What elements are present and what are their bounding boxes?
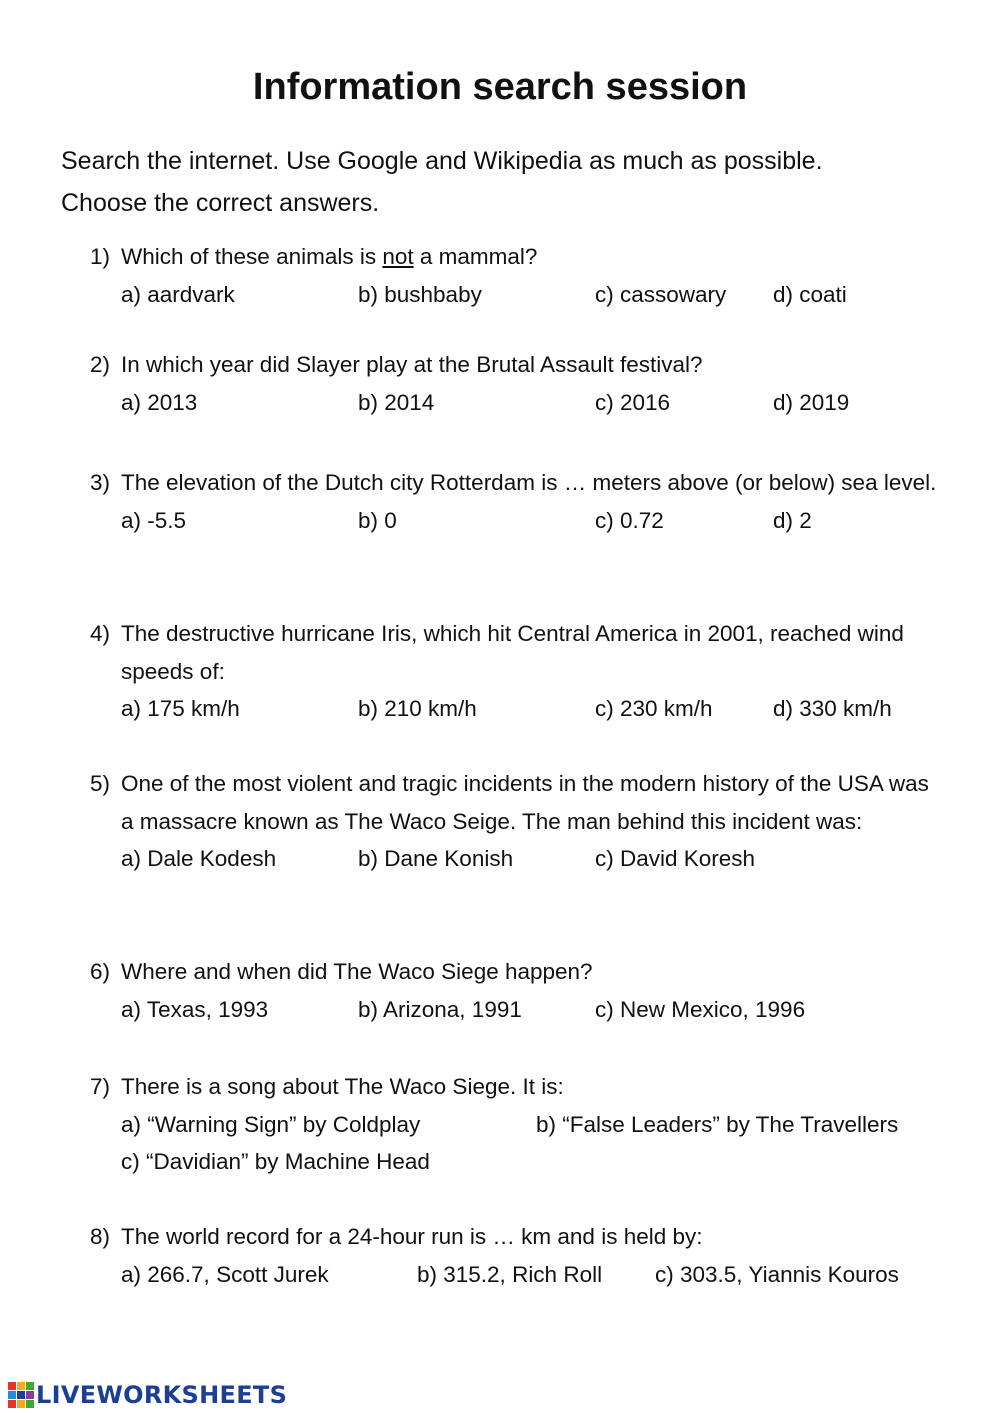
question-4 [90,615,940,728]
answer-options [121,690,940,728]
question-6 [90,953,940,1028]
question-3 [90,464,940,539]
question-text: Where and when did The Waco Siege happen? [121,959,593,984]
answer-options [121,1256,940,1294]
question-text: One of the most violent and tragic incidents in the modern history of the USA was a massacre known as The Waco Seige. The man behind this incident was: [121,771,929,834]
answer-options [121,840,940,878]
question-8 [90,1218,940,1293]
answer-option-a[interactable]: a) “Warning Sign” by Coldplay [121,1111,421,1137]
answer-option-b[interactable]: b) “False Leaders” by The Travellers [536,1111,899,1137]
answer-option-a[interactable]: a) aardvark [121,281,235,307]
answer-option-a[interactable]: a) Texas, 1993 [121,996,269,1022]
answer-option-a[interactable]: a) -5.5 [121,507,187,533]
answer-option-d[interactable]: d) 2 [773,507,812,533]
question-2 [90,346,940,421]
answer-options [121,502,940,540]
answer-option-b[interactable]: b) 315.2, Rich Roll [417,1261,603,1287]
answer-option-d[interactable]: d) coati [773,281,847,307]
answer-options [121,276,940,314]
question-text: There is a song about The Waco Siege. It is: [121,1074,564,1099]
logo-square [8,1391,16,1399]
answer-option-c[interactable]: c) 2016 [595,389,671,415]
question-text: Which of these animals is not a mammal? [121,244,538,269]
answer-option-b[interactable]: b) 210 km/h [358,696,477,721]
instructions-line-2: Choose the correct answers. [61,189,380,217]
answer-options [121,1106,940,1144]
answer-option-c[interactable]: c) 303.5, Yiannis Kouros [655,1261,899,1287]
answer-option-c[interactable]: c) David Koresh [595,846,756,871]
logo-square [8,1382,16,1390]
answer-option-d[interactable]: d) 2019 [773,389,850,415]
page-title: Information search session [252,66,748,108]
question-number: 3) [90,470,111,495]
answer-option-c[interactable]: c) New Mexico, 1996 [595,996,806,1022]
question-number: 1) [90,244,111,269]
liveworksheets-logo[interactable] [8,1380,287,1410]
answer-options [121,991,940,1029]
answer-options-row-2 [121,1143,940,1181]
answer-option-a[interactable]: a) 175 km/h [121,696,240,721]
logo-square [17,1400,25,1408]
answer-option-b[interactable]: b) 2014 [358,389,435,415]
underlined-word: not [382,244,414,269]
answer-option-b[interactable]: b) Dane Konish [358,846,514,871]
answer-option-b[interactable]: b) 0 [358,507,397,533]
logo-square [8,1400,16,1408]
logo-square [17,1382,25,1390]
answer-option-a[interactable]: a) Dale Kodesh [121,846,277,871]
answer-option-c[interactable]: c) “Davidian” by Machine Head [121,1149,430,1174]
question-number: 5) [90,771,111,796]
answer-option-d[interactable]: d) 330 km/h [773,696,892,721]
answer-option-b[interactable]: b) Arizona, 1991 [358,996,522,1022]
answer-option-b[interactable]: b) bushbaby [358,281,482,307]
answer-option-c[interactable]: c) 230 km/h [595,696,713,721]
instructions-line-1: Search the internet. Use Google and Wikipedia as much as possible. [61,147,823,175]
question-number: 7) [90,1074,111,1099]
logo-square [26,1391,34,1399]
question-number: 2) [90,352,111,377]
answer-option-c[interactable]: c) 0.72 [595,507,664,533]
instructions [61,140,961,224]
question-7 [90,1068,940,1181]
question-number: 4) [90,621,111,646]
question-1 [90,238,940,313]
answer-option-a[interactable]: a) 2013 [121,389,198,415]
liveworksheets-grid-icon [8,1382,34,1408]
answer-option-a[interactable]: a) 266.7, Scott Jurek [121,1261,329,1287]
logo-square [17,1391,25,1399]
question-number: 6) [90,959,111,984]
logo-text: LIVEWORKSHEETS [36,1381,288,1409]
answer-option-c[interactable]: c) cassowary [595,281,727,307]
question-text: The world record for a 24-hour run is … km and is held by: [121,1224,703,1249]
logo-square [26,1382,34,1390]
question-5 [90,765,940,878]
logo-square [26,1400,34,1408]
question-number: 8) [90,1224,111,1249]
answer-options [121,384,940,422]
question-text: The elevation of the Dutch city Rotterdam is … meters above (or below) sea level. [121,470,937,495]
question-text: In which year did Slayer play at the Brutal Assault festival? [121,352,703,377]
question-text: The destructive hurricane Iris, which hit Central America in 2001, reached wind speeds of: [121,621,904,684]
